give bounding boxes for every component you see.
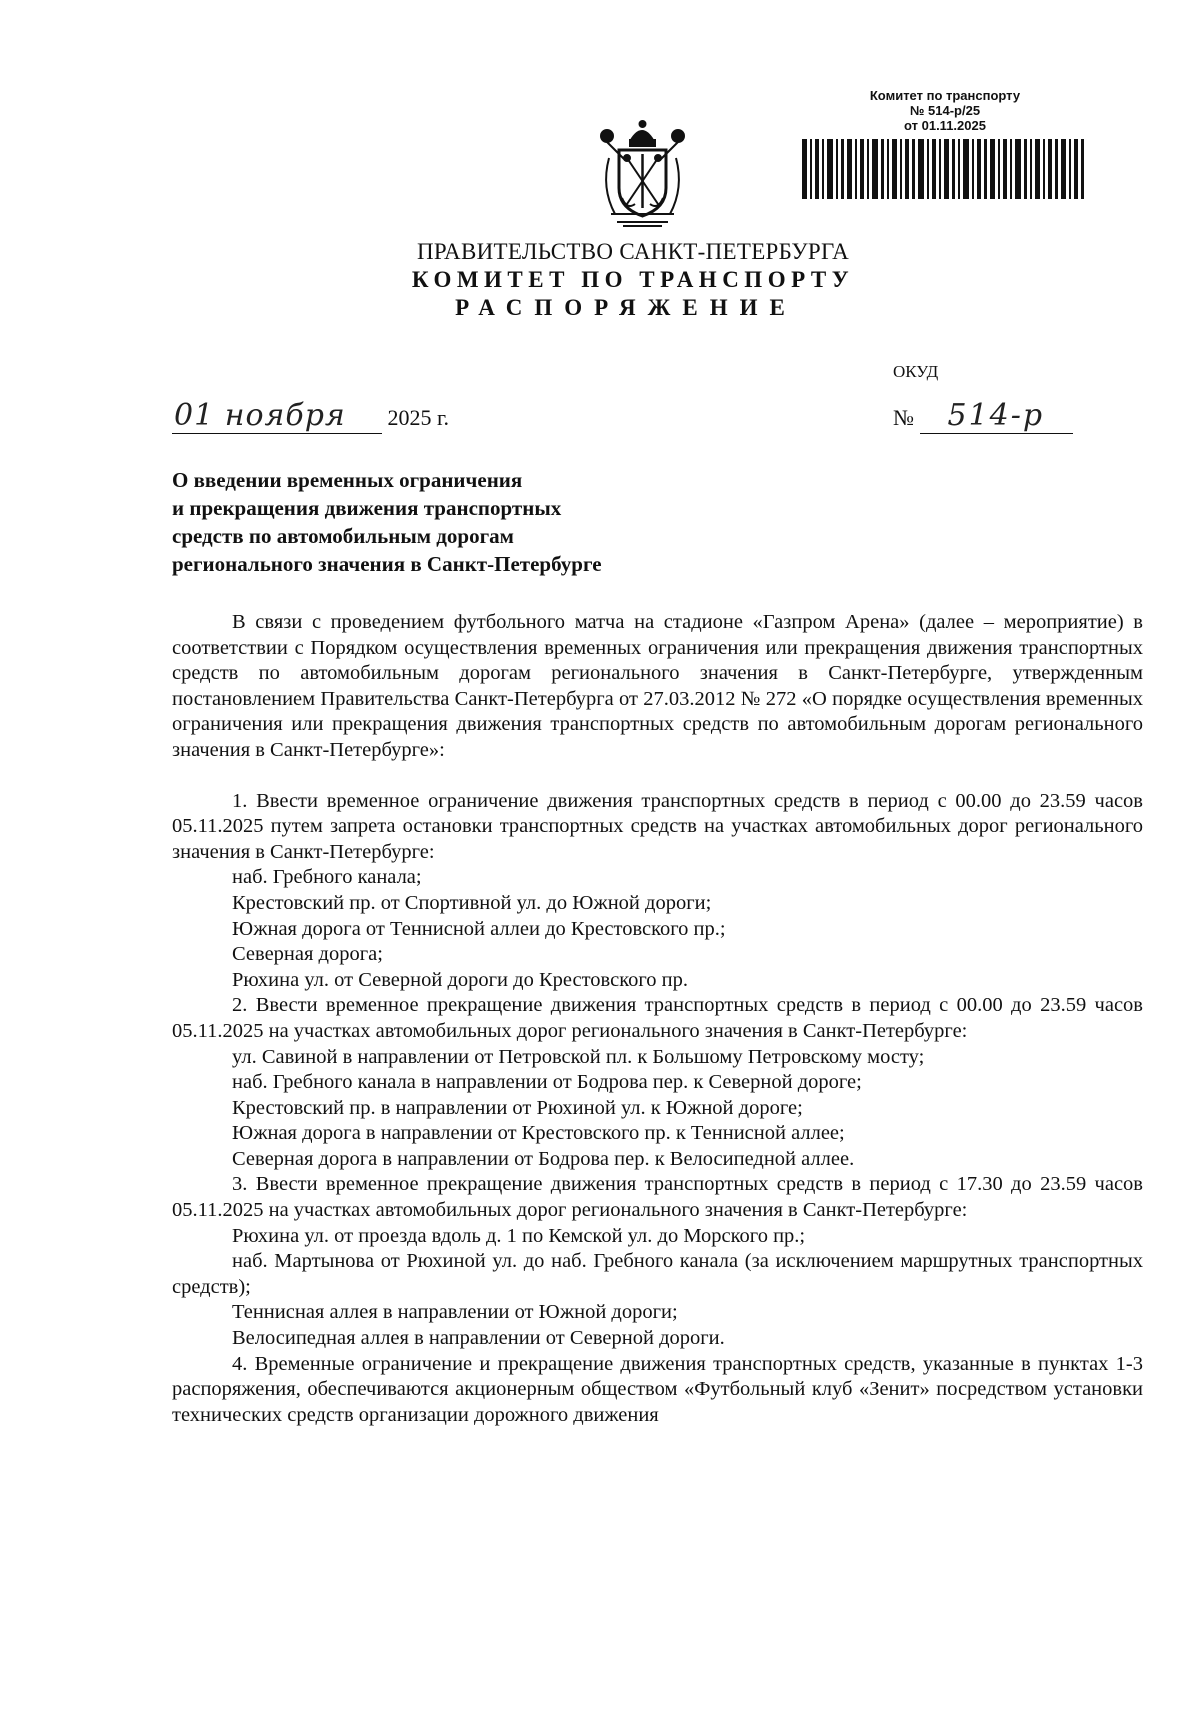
document-date [172,398,449,434]
handwritten-number: 514-р [920,398,1073,434]
barcode-icon [802,139,1092,199]
handwritten-date: 01 ноября [172,398,382,434]
government-name: ПРАВИТЕЛЬСТВО САНКТ-ПЕТЕРБУРГА [416,239,850,264]
item-paragraph: Рюхина ул. от Северной дороги до Крестовского пр. [232,968,688,991]
item-paragraph: Крестовский пр. в направлении от Рюхиной ул. к Южной дороге; [232,1096,803,1119]
item-paragraph: Велосипедная аллея в направлении от Северной дороги. [232,1327,725,1350]
title-line: средств по автомобильным дорогам [172,524,514,548]
coat-of-arms-icon [595,118,690,233]
item-paragraph: 2. Ввести временное прекращение движения транспортных средств в период с 00.00 до 23.59 часов 05.11.2025 на участках автомобильных дорог регионального значения в Санкт-Петербурге: [172,994,1143,1042]
document-header [0,238,1200,322]
stamp-line-3: от 01.11.2025 [904,118,986,133]
item-paragraph: ул. Савиной в направлении от Петровской пл. к Большому Петровскому мосту; [232,1045,925,1068]
okud-label: ОКУД [893,362,939,381]
date-year: 2025 г. [387,405,450,430]
item-paragraph: Северная дорога; [232,943,383,966]
stamp-line-1: Комитет по транспорту [869,88,1021,103]
item-paragraph: Северная дорога в направлении от Бодрова пер. к Велосипедной аллее. [232,1147,855,1170]
item-paragraph: наб. Гребного канала; [232,866,422,889]
document-body [172,610,1143,1428]
item-paragraph: 4. Временные ограничение и прекращение движения транспортных средств, указанные в пунктах 1-3 распоряжения, обеспечиваются акционерным обществом «Футбольный клуб «Зенит» посредством установки технических средств организации дорожного движения [172,1352,1143,1426]
item-paragraph: 1. Ввести временное ограничение движения транспортных средств в период с 00.00 до 23.59 часов 05.11.2025 путем запрета остановки транспортных средств на участках автомобильных дорог регионального значения в Санкт-Петербурге: [172,789,1143,863]
registration-stamp [820,88,1070,202]
preamble-paragraph: В связи с проведением футбольного матча на стадионе «Газпром Арена» (далее – мероприятие) в соответствии с Порядком осуществления временных ограничения или прекращения движения транспортных средств по автомобильным дорогам регионального значения в Санкт-Петербурге, утвержденным постановлением Правительства Санкт-Петербурга от 27.03.2012 № 272 «О порядке осуществления временных ограничения или прекращения движения транспортных средств по автомобильным дорогам регионального значения в Санкт-Петербурге»: [172,611,1143,761]
item-paragraph: Южная дорога в направлении от Крестовского пр. к Теннисной аллее; [232,1122,845,1145]
item-paragraph: Крестовский пр. от Спортивной ул. до Южной дороги; [232,891,712,914]
item-paragraph: наб. Гребного канала в направлении от Бодрова пер. к Северной дороге; [232,1071,862,1094]
document-title [172,466,602,578]
document-type: РАСПОРЯЖЕНИЕ [455,295,797,320]
title-line: и прекращения движения транспортных [172,496,562,520]
item-paragraph: 3. Ввести временное прекращение движения транспортных средств в период с 17.30 до 23.59 часов 05.11.2025 на участках автомобильных дорог регионального значения в Санкт-Петербурге: [172,1173,1143,1222]
item-paragraph: Рюхина ул. от проезда вдоль д. 1 по Кемской ул. до Морского пр.; [232,1224,806,1247]
document-number [893,398,1073,434]
stamp-line-2: № 514-р/25 [909,103,981,118]
item-paragraph: наб. Мартынова от Рюхиной ул. до наб. Гребного канала (за исключением маршрутных транспортных средств); [172,1250,1143,1298]
item-paragraph: Теннисная аллея в направлении от Южной дороги; [232,1301,678,1324]
committee-name: КОМИТЕТ ПО ТРАНСПОРТУ [411,267,855,292]
title-line: О введении временных ограничения [172,468,523,492]
number-prefix: № [893,405,914,430]
title-line: регионального значения в Санкт-Петербурге [172,552,602,576]
item-paragraph: Южная дорога от Теннисной аллеи до Крестовского пр.; [232,917,726,940]
